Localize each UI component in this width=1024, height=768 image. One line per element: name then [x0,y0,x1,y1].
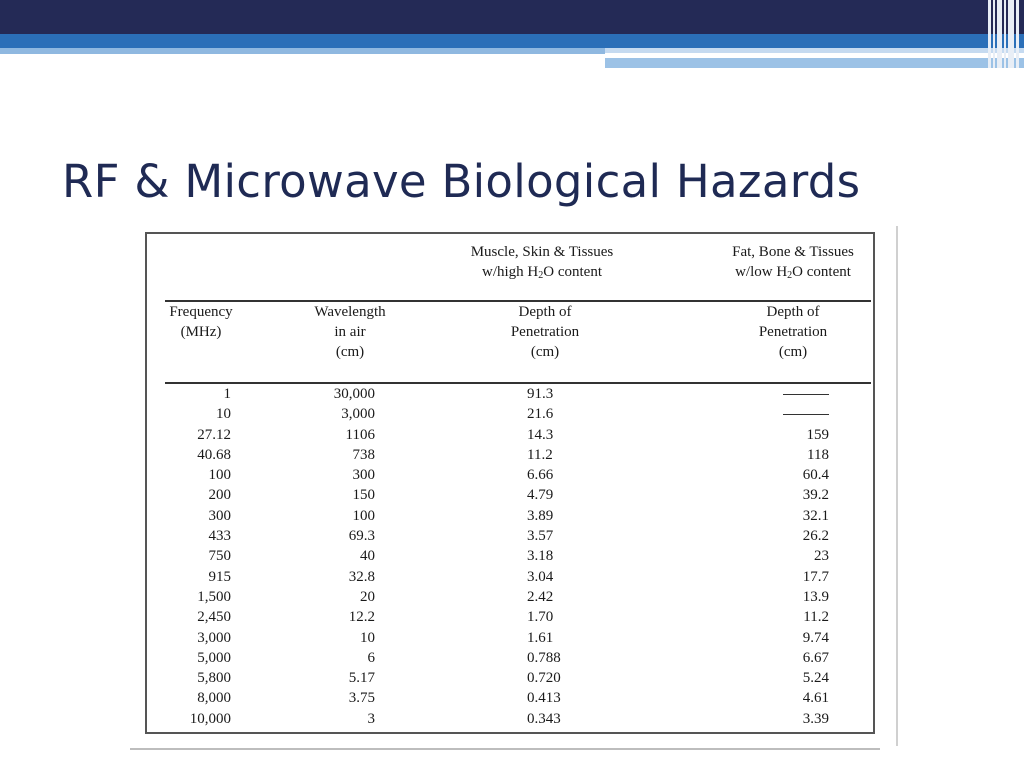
table-row [147,485,873,505]
cell-muscle-depth: 11.2 [527,446,553,463]
cell-frequency: 5,000 [197,649,231,666]
cell-wavelength: 100 [352,507,375,524]
cell-fat-depth: 32.1 [802,507,829,524]
cell-muscle-depth: 3.18 [527,548,554,565]
header-band-dark [0,0,1024,34]
table-body [147,384,873,729]
cell-fat-depth: 17.7 [802,568,829,585]
cell-wavelength: 300 [352,467,375,484]
cell-fat-depth: 4.61 [802,690,829,707]
group-header-fat [709,242,877,282]
col-header-muscle-depth: Depth of Penetration (cm) [510,304,580,360]
empty-cell-dash [783,394,829,395]
cell-wavelength: 5.17 [348,670,375,687]
cell-fat-depth [757,404,829,424]
cell-frequency: 433 [208,528,231,545]
cell-wavelength: 738 [352,446,375,463]
header-band-line [825,56,950,58]
cell-fat-depth: 6.67 [802,649,829,666]
cell-frequency: 1,500 [197,588,231,605]
col-header-wavelength: Wavelength in air (cm) [314,304,386,360]
table-row [147,465,873,485]
cell-frequency: 750 [208,548,231,565]
group-header-fat-line1: Fat, Bone & Tissues [732,244,854,260]
table-row [147,628,873,648]
cell-frequency: 5,800 [197,670,231,687]
table-row [147,587,873,607]
cell-fat-depth: 60.4 [802,467,829,484]
col-header-frequency: Frequency (MHz) [169,304,233,340]
cell-wavelength: 69.3 [348,528,375,545]
empty-cell-dash [783,414,829,415]
cell-fat-depth: 26.2 [802,528,829,545]
cell-fat-depth: 5.24 [802,670,829,687]
cell-muscle-depth: 6.66 [527,467,554,484]
cell-frequency: 27.12 [197,426,231,443]
table-row [147,445,873,465]
cell-wavelength: 20 [360,588,375,605]
cell-wavelength: 12.2 [348,609,375,626]
cell-frequency: 1 [223,386,231,402]
cell-wavelength: 10 [360,629,375,646]
table-row [147,607,873,627]
cell-fat-depth [757,384,829,404]
cell-frequency: 8,000 [197,690,231,707]
table-row [147,567,873,587]
cell-muscle-depth: 91.3 [527,386,554,402]
table-row [147,668,873,688]
cell-wavelength: 6 [367,649,375,666]
group-header-muscle [447,242,637,282]
header-band-accent [605,58,1024,68]
cell-muscle-depth: 14.3 [527,426,554,443]
cell-muscle-depth: 0.720 [527,670,561,687]
header-band-blue [0,34,1024,48]
cell-frequency: 300 [208,507,231,524]
table-row [147,526,873,546]
scan-edge [896,226,898,746]
cell-frequency: 10,000 [189,710,231,727]
cell-fat-depth: 3.39 [802,710,829,727]
cell-muscle-depth: 0.413 [527,690,561,707]
cell-fat-depth: 159 [806,426,829,443]
group-header-muscle-line2: w/high $H_2O$ content [482,264,602,281]
penetration-table [145,232,875,734]
cell-wavelength: 3.75 [348,690,375,707]
cell-frequency: 915 [208,568,231,585]
table-row [147,709,873,729]
cell-muscle-depth: 0.788 [527,649,561,666]
table-row [147,688,873,708]
slide-title: RF & Microwave Biological Hazards [62,155,861,208]
cell-frequency: 200 [208,487,231,504]
header-stripes [988,0,1024,68]
cell-frequency: 3,000 [197,629,231,646]
cell-frequency: 10 [216,406,231,423]
col-header-fat-depth: Depth of Penetration (cm) [758,304,828,360]
table-row [147,546,873,566]
scan-shadow [130,748,880,750]
cell-wavelength: 3,000 [341,406,375,423]
cell-muscle-depth: 1.61 [527,629,554,646]
cell-frequency: 2,450 [197,609,231,626]
cell-muscle-depth: 0.343 [527,710,561,727]
cell-fat-depth: 23 [814,548,829,565]
table-row [147,384,873,404]
cell-muscle-depth: 3.04 [527,568,554,585]
group-header-fat-line2: w/low $H_2O$ content [735,264,851,281]
cell-muscle-depth: 3.89 [527,507,554,524]
cell-wavelength: 40 [360,548,375,565]
cell-fat-depth: 9.74 [802,629,829,646]
table-row [147,648,873,668]
cell-wavelength: 30,000 [333,386,375,402]
table-row [147,425,873,445]
table-row [147,404,873,424]
cell-fat-depth: 39.2 [802,487,829,504]
cell-fat-depth: 13.9 [802,588,829,605]
table-row [147,506,873,526]
cell-frequency: 100 [208,467,231,484]
cell-wavelength: 150 [352,487,375,504]
group-header-muscle-line1: Muscle, Skin & Tissues [470,244,614,260]
header-band-light [0,48,605,54]
cell-fat-depth: 11.2 [803,609,829,626]
cell-wavelength: 1106 [345,426,375,443]
cell-muscle-depth: 2.42 [527,588,554,605]
cell-muscle-depth: 21.6 [527,406,554,423]
cell-wavelength: 3 [367,710,375,727]
cell-muscle-depth: 1.70 [527,609,554,626]
cell-fat-depth: 118 [807,446,829,463]
header-band-pale [605,48,1024,53]
cell-frequency: 40.68 [197,446,231,463]
cell-muscle-depth: 4.79 [527,487,554,504]
cell-muscle-depth: 3.57 [527,528,554,545]
cell-wavelength: 32.8 [348,568,375,585]
